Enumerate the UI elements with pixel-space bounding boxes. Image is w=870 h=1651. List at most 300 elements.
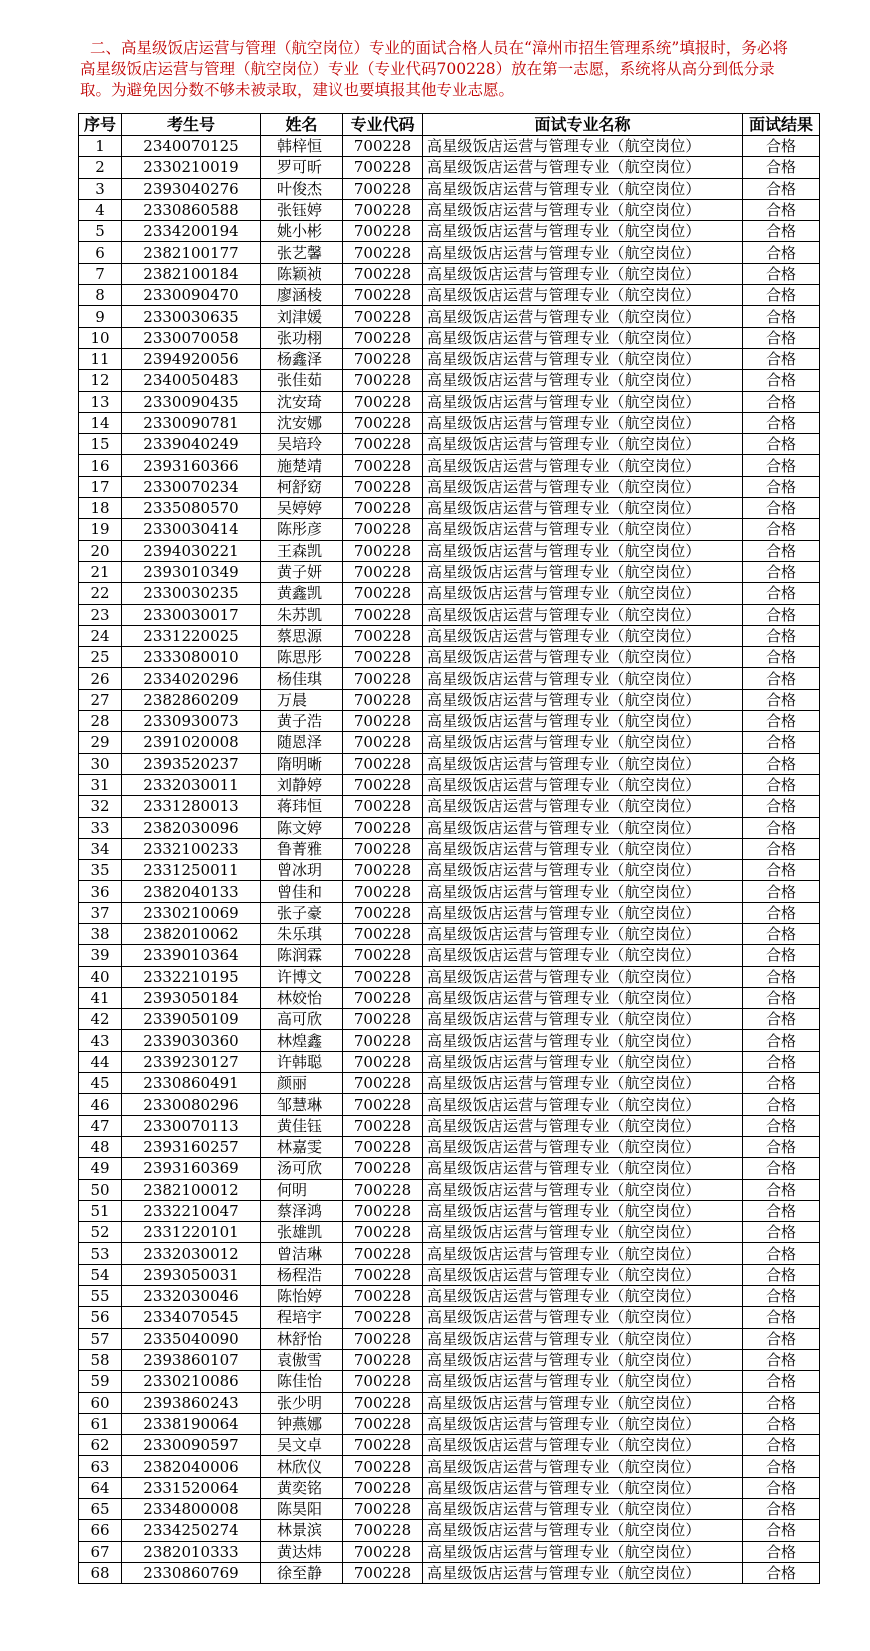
seq-cell: 40 <box>79 966 122 987</box>
seq-cell: 57 <box>79 1328 122 1349</box>
exam-id-cell: 2382860209 <box>122 689 261 710</box>
major-name-cell: 高星级饭店运营与管理专业（航空岗位） <box>423 1520 743 1541</box>
table-row <box>79 711 820 732</box>
result-cell: 合格 <box>743 1030 820 1051</box>
major-name-cell: 高星级饭店运营与管理专业（航空岗位） <box>423 668 743 689</box>
major-name-cell: 高星级饭店运营与管理专业（航空岗位） <box>423 1286 743 1307</box>
seq-cell: 6 <box>79 242 122 263</box>
major-code-cell: 700228 <box>343 1435 423 1456</box>
name-cell: 韩梓恒 <box>261 136 343 157</box>
major-name-cell: 高星级饭店运营与管理专业（航空岗位） <box>423 1200 743 1221</box>
name-cell: 颜丽 <box>261 1073 343 1094</box>
major-code-cell: 700228 <box>343 1307 423 1328</box>
major-code-cell: 700228 <box>343 1073 423 1094</box>
name-cell: 曾佳和 <box>261 881 343 902</box>
exam-id-cell: 2334800008 <box>122 1499 261 1520</box>
seq-cell: 30 <box>79 753 122 774</box>
name-cell: 张少明 <box>261 1392 343 1413</box>
header-row <box>79 114 820 136</box>
name-cell: 黄子妍 <box>261 561 343 582</box>
table-row <box>79 476 820 497</box>
major-code-cell: 700228 <box>343 583 423 604</box>
result-cell: 合格 <box>743 881 820 902</box>
exam-id-cell: 2382030096 <box>122 817 261 838</box>
major-code-cell: 700228 <box>343 1371 423 1392</box>
exam-id-cell: 2339010364 <box>122 945 261 966</box>
table-row <box>79 136 820 157</box>
exam-id-cell: 2330090781 <box>122 412 261 433</box>
exam-id-cell: 2332030012 <box>122 1243 261 1264</box>
name-cell: 黄子浩 <box>261 711 343 732</box>
seq-cell: 9 <box>79 306 122 327</box>
major-name-cell: 高星级饭店运营与管理专业（航空岗位） <box>423 221 743 242</box>
name-cell: 林景滨 <box>261 1520 343 1541</box>
table-row <box>79 242 820 263</box>
major-name-cell: 高星级饭店运营与管理专业（航空岗位） <box>423 561 743 582</box>
table-row <box>79 796 820 817</box>
name-cell: 鲁菁雅 <box>261 838 343 859</box>
seq-cell: 16 <box>79 455 122 476</box>
result-cell: 合格 <box>743 1328 820 1349</box>
result-cell: 合格 <box>743 199 820 220</box>
result-cell: 合格 <box>743 498 820 519</box>
table-row <box>79 540 820 561</box>
name-cell: 袁傲雪 <box>261 1349 343 1370</box>
major-name-cell: 高星级饭店运营与管理专业（航空岗位） <box>423 774 743 795</box>
major-name-cell: 高星级饭店运营与管理专业（航空岗位） <box>423 860 743 881</box>
result-cell: 合格 <box>743 1349 820 1370</box>
table-row <box>79 902 820 923</box>
name-cell: 随恩泽 <box>261 732 343 753</box>
major-code-cell: 700228 <box>343 1179 423 1200</box>
table-row <box>79 370 820 391</box>
exam-id-cell: 2331250011 <box>122 860 261 881</box>
exam-id-cell: 2330090597 <box>122 1435 261 1456</box>
exam-id-cell: 2330210086 <box>122 1371 261 1392</box>
name-cell: 蒋玮恒 <box>261 796 343 817</box>
seq-cell: 68 <box>79 1562 122 1583</box>
name-cell: 张佳茹 <box>261 370 343 391</box>
seq-cell: 15 <box>79 434 122 455</box>
seq-cell: 59 <box>79 1371 122 1392</box>
major-name-cell: 高星级饭店运营与管理专业（航空岗位） <box>423 796 743 817</box>
major-code-cell: 700228 <box>343 796 423 817</box>
seq-cell: 49 <box>79 1158 122 1179</box>
table-row <box>79 412 820 433</box>
major-code-cell: 700228 <box>343 1051 423 1072</box>
name-cell: 林欣仪 <box>261 1456 343 1477</box>
seq-cell: 46 <box>79 1094 122 1115</box>
exam-id-cell: 2339040249 <box>122 434 261 455</box>
major-name-cell: 高星级饭店运营与管理专业（航空岗位） <box>423 199 743 220</box>
result-cell: 合格 <box>743 860 820 881</box>
name-cell: 陈昊阳 <box>261 1499 343 1520</box>
table-row <box>79 923 820 944</box>
table-row <box>79 1073 820 1094</box>
exam-id-cell: 2330080296 <box>122 1094 261 1115</box>
table-row <box>79 1200 820 1221</box>
table-row <box>79 1243 820 1264</box>
major-code-cell: 700228 <box>343 498 423 519</box>
major-code-cell: 700228 <box>343 306 423 327</box>
major-name-cell: 高星级饭店运营与管理专业（航空岗位） <box>423 987 743 1008</box>
exam-id-cell: 2334200194 <box>122 221 261 242</box>
major-code-cell: 700228 <box>343 348 423 369</box>
exam-id-cell: 2332210195 <box>122 966 261 987</box>
name-cell: 姚小彬 <box>261 221 343 242</box>
result-cell: 合格 <box>743 1477 820 1498</box>
name-cell: 何明 <box>261 1179 343 1200</box>
exam-id-cell: 2330860588 <box>122 199 261 220</box>
exam-id-cell: 2332030011 <box>122 774 261 795</box>
exam-id-cell: 2332100233 <box>122 838 261 859</box>
seq-cell: 22 <box>79 583 122 604</box>
major-name-cell: 高星级饭店运营与管理专业（航空岗位） <box>423 1264 743 1285</box>
result-cell: 合格 <box>743 1371 820 1392</box>
exam-id-cell: 2382010333 <box>122 1541 261 1562</box>
seq-cell: 37 <box>79 902 122 923</box>
table-row <box>79 753 820 774</box>
major-code-cell: 700228 <box>343 902 423 923</box>
major-name-cell: 高星级饭店运营与管理专业（航空岗位） <box>423 1456 743 1477</box>
exam-id-cell: 2330090435 <box>122 391 261 412</box>
major-code-cell: 700228 <box>343 1286 423 1307</box>
major-code-cell: 700228 <box>343 1562 423 1583</box>
major-name-cell: 高星级饭店运营与管理专业（航空岗位） <box>423 1158 743 1179</box>
exam-id-cell: 2330860491 <box>122 1073 261 1094</box>
major-code-cell: 700228 <box>343 1243 423 1264</box>
result-cell: 合格 <box>743 604 820 625</box>
table-row <box>79 1030 820 1051</box>
major-name-cell: 高星级饭店运营与管理专业（航空岗位） <box>423 1541 743 1562</box>
name-cell: 吴培玲 <box>261 434 343 455</box>
major-code-cell: 700228 <box>343 157 423 178</box>
major-name-cell: 高星级饭店运营与管理专业（航空岗位） <box>423 327 743 348</box>
name-cell: 廖涵棱 <box>261 285 343 306</box>
major-code-cell: 700228 <box>343 668 423 689</box>
table-row <box>79 817 820 838</box>
name-cell: 杨鑫泽 <box>261 348 343 369</box>
result-cell: 合格 <box>743 263 820 284</box>
name-cell: 朱乐琪 <box>261 923 343 944</box>
major-name-cell: 高星级饭店运营与管理专业（航空岗位） <box>423 945 743 966</box>
major-name-cell: 高星级饭店运营与管理专业（航空岗位） <box>423 1115 743 1136</box>
name-cell: 王森凯 <box>261 540 343 561</box>
major-code-cell: 700228 <box>343 1200 423 1221</box>
result-cell: 合格 <box>743 1158 820 1179</box>
seq-cell: 38 <box>79 923 122 944</box>
major-code-cell: 700228 <box>343 689 423 710</box>
result-cell: 合格 <box>743 178 820 199</box>
table-row <box>79 689 820 710</box>
major-code-cell: 700228 <box>343 1009 423 1030</box>
major-name-cell: 高星级饭店运营与管理专业（航空岗位） <box>423 625 743 646</box>
name-cell: 钟燕娜 <box>261 1413 343 1434</box>
exam-id-cell: 2382040133 <box>122 881 261 902</box>
seq-cell: 52 <box>79 1222 122 1243</box>
header-name: 姓名 <box>261 114 343 136</box>
exam-id-cell: 2334070545 <box>122 1307 261 1328</box>
result-cell: 合格 <box>743 327 820 348</box>
major-code-cell: 700228 <box>343 412 423 433</box>
name-cell: 杨程浩 <box>261 1264 343 1285</box>
major-name-cell: 高星级饭店运营与管理专业（航空岗位） <box>423 1136 743 1157</box>
seq-cell: 28 <box>79 711 122 732</box>
table-row <box>79 1136 820 1157</box>
seq-cell: 42 <box>79 1009 122 1030</box>
major-code-cell: 700228 <box>343 540 423 561</box>
seq-cell: 64 <box>79 1477 122 1498</box>
table-row <box>79 455 820 476</box>
major-name-cell: 高星级饭店运营与管理专业（航空岗位） <box>423 1477 743 1498</box>
table-row <box>79 1499 820 1520</box>
major-name-cell: 高星级饭店运营与管理专业（航空岗位） <box>423 1009 743 1030</box>
table-row <box>79 1115 820 1136</box>
exam-id-cell: 2393050184 <box>122 987 261 1008</box>
seq-cell: 65 <box>79 1499 122 1520</box>
name-cell: 林嘉雯 <box>261 1136 343 1157</box>
result-cell: 合格 <box>743 817 820 838</box>
major-name-cell: 高星级饭店运营与管理专业（航空岗位） <box>423 1222 743 1243</box>
table-row <box>79 348 820 369</box>
result-cell: 合格 <box>743 1392 820 1413</box>
name-cell: 陈润霖 <box>261 945 343 966</box>
major-name-cell: 高星级饭店运营与管理专业（航空岗位） <box>423 1562 743 1583</box>
header-exam-id: 考生号 <box>122 114 261 136</box>
exam-id-cell: 2338190064 <box>122 1413 261 1434</box>
major-name-cell: 高星级饭店运营与管理专业（航空岗位） <box>423 370 743 391</box>
seq-cell: 48 <box>79 1136 122 1157</box>
result-cell: 合格 <box>743 1200 820 1221</box>
result-cell: 合格 <box>743 711 820 732</box>
major-code-cell: 700228 <box>343 711 423 732</box>
exam-id-cell: 2330030235 <box>122 583 261 604</box>
seq-cell: 47 <box>79 1115 122 1136</box>
major-name-cell: 高星级饭店运营与管理专业（航空岗位） <box>423 1371 743 1392</box>
table-row <box>79 1222 820 1243</box>
table-row <box>79 732 820 753</box>
major-code-cell: 700228 <box>343 370 423 391</box>
seq-cell: 13 <box>79 391 122 412</box>
seq-cell: 50 <box>79 1179 122 1200</box>
result-cell: 合格 <box>743 753 820 774</box>
major-code-cell: 700228 <box>343 519 423 540</box>
table-row <box>79 1051 820 1072</box>
major-code-cell: 700228 <box>343 987 423 1008</box>
major-name-cell: 高星级饭店运营与管理专业（航空岗位） <box>423 966 743 987</box>
table-row <box>79 434 820 455</box>
result-cell: 合格 <box>743 1222 820 1243</box>
seq-cell: 7 <box>79 263 122 284</box>
name-cell: 曾洁琳 <box>261 1243 343 1264</box>
result-cell: 合格 <box>743 242 820 263</box>
name-cell: 陈颖祯 <box>261 263 343 284</box>
result-cell: 合格 <box>743 838 820 859</box>
result-cell: 合格 <box>743 668 820 689</box>
seq-cell: 56 <box>79 1307 122 1328</box>
table-row <box>79 263 820 284</box>
result-cell: 合格 <box>743 1243 820 1264</box>
exam-id-cell: 2394030221 <box>122 540 261 561</box>
result-cell: 合格 <box>743 583 820 604</box>
table-row <box>79 625 820 646</box>
exam-id-cell: 2331520064 <box>122 1477 261 1498</box>
major-name-cell: 高星级饭店运营与管理专业（航空岗位） <box>423 923 743 944</box>
result-cell: 合格 <box>743 1541 820 1562</box>
name-cell: 陈彤彦 <box>261 519 343 540</box>
result-cell: 合格 <box>743 306 820 327</box>
name-cell: 施楚靖 <box>261 455 343 476</box>
major-code-cell: 700228 <box>343 604 423 625</box>
name-cell: 黄奕铭 <box>261 1477 343 1498</box>
seq-cell: 31 <box>79 774 122 795</box>
major-name-cell: 高星级饭店运营与管理专业（航空岗位） <box>423 1243 743 1264</box>
seq-cell: 23 <box>79 604 122 625</box>
exam-id-cell: 2382100184 <box>122 263 261 284</box>
major-code-cell: 700228 <box>343 476 423 497</box>
major-name-cell: 高星级饭店运营与管理专业（航空岗位） <box>423 540 743 561</box>
name-cell: 黄达炜 <box>261 1541 343 1562</box>
result-cell: 合格 <box>743 902 820 923</box>
name-cell: 邹慧琳 <box>261 1094 343 1115</box>
exam-id-cell: 2331220025 <box>122 625 261 646</box>
major-code-cell: 700228 <box>343 966 423 987</box>
major-name-cell: 高星级饭店运营与管理专业（航空岗位） <box>423 583 743 604</box>
name-cell: 吴婷婷 <box>261 498 343 519</box>
result-cell: 合格 <box>743 285 820 306</box>
exam-id-cell: 2393860243 <box>122 1392 261 1413</box>
major-name-cell: 高星级饭店运营与管理专业（航空岗位） <box>423 519 743 540</box>
seq-cell: 53 <box>79 1243 122 1264</box>
table-row <box>79 1158 820 1179</box>
major-code-cell: 700228 <box>343 221 423 242</box>
name-cell: 蔡思源 <box>261 625 343 646</box>
major-code-cell: 700228 <box>343 327 423 348</box>
result-cell: 合格 <box>743 540 820 561</box>
major-code-cell: 700228 <box>343 178 423 199</box>
result-cell: 合格 <box>743 1009 820 1030</box>
results-table <box>78 113 820 1584</box>
seq-cell: 63 <box>79 1456 122 1477</box>
table-row <box>79 1328 820 1349</box>
exam-id-cell: 2330930073 <box>122 711 261 732</box>
table-row <box>79 966 820 987</box>
result-cell: 合格 <box>743 561 820 582</box>
table-row <box>79 285 820 306</box>
name-cell: 陈怡婷 <box>261 1286 343 1307</box>
seq-cell: 19 <box>79 519 122 540</box>
seq-cell: 58 <box>79 1349 122 1370</box>
major-name-cell: 高星级饭店运营与管理专业（航空岗位） <box>423 348 743 369</box>
exam-id-cell: 2339030360 <box>122 1030 261 1051</box>
major-code-cell: 700228 <box>343 263 423 284</box>
result-cell: 合格 <box>743 348 820 369</box>
result-cell: 合格 <box>743 434 820 455</box>
major-code-cell: 700228 <box>343 391 423 412</box>
name-cell: 黄佳钰 <box>261 1115 343 1136</box>
table-row <box>79 1520 820 1541</box>
seq-cell: 62 <box>79 1435 122 1456</box>
seq-cell: 4 <box>79 199 122 220</box>
result-cell: 合格 <box>743 774 820 795</box>
major-name-cell: 高星级饭店运营与管理专业（航空岗位） <box>423 136 743 157</box>
major-name-cell: 高星级饭店运营与管理专业（航空岗位） <box>423 455 743 476</box>
exam-id-cell: 2335080570 <box>122 498 261 519</box>
table-row <box>79 583 820 604</box>
exam-id-cell: 2340050483 <box>122 370 261 391</box>
table-row <box>79 1562 820 1583</box>
exam-id-cell: 2332210047 <box>122 1200 261 1221</box>
result-cell: 合格 <box>743 1413 820 1434</box>
major-name-cell: 高星级饭店运营与管理专业（航空岗位） <box>423 1413 743 1434</box>
name-cell: 沈安琦 <box>261 391 343 412</box>
major-code-cell: 700228 <box>343 1456 423 1477</box>
major-name-cell: 高星级饭店运营与管理专业（航空岗位） <box>423 817 743 838</box>
result-cell: 合格 <box>743 732 820 753</box>
table-row <box>79 945 820 966</box>
major-code-cell: 700228 <box>343 1136 423 1157</box>
table-row <box>79 647 820 668</box>
result-cell: 合格 <box>743 519 820 540</box>
name-cell: 张雄凯 <box>261 1222 343 1243</box>
major-name-cell: 高星级饭店运营与管理专业（航空岗位） <box>423 157 743 178</box>
major-name-cell: 高星级饭店运营与管理专业（航空岗位） <box>423 1392 743 1413</box>
major-name-cell: 高星级饭店运营与管理专业（航空岗位） <box>423 476 743 497</box>
name-cell: 柯舒窈 <box>261 476 343 497</box>
major-name-cell: 高星级饭店运营与管理专业（航空岗位） <box>423 1499 743 1520</box>
result-cell: 合格 <box>743 1435 820 1456</box>
major-name-cell: 高星级饭店运营与管理专业（航空岗位） <box>423 711 743 732</box>
result-cell: 合格 <box>743 476 820 497</box>
name-cell: 林姣怡 <box>261 987 343 1008</box>
exam-id-cell: 2334250274 <box>122 1520 261 1541</box>
exam-id-cell: 2330030635 <box>122 306 261 327</box>
seq-cell: 21 <box>79 561 122 582</box>
header-major-name: 面试专业名称 <box>423 114 743 136</box>
seq-cell: 44 <box>79 1051 122 1072</box>
name-cell: 林煌鑫 <box>261 1030 343 1051</box>
exam-id-cell: 2332030046 <box>122 1286 261 1307</box>
table-row <box>79 604 820 625</box>
major-code-cell: 700228 <box>343 753 423 774</box>
result-cell: 合格 <box>743 987 820 1008</box>
table-row <box>79 391 820 412</box>
major-code-cell: 700228 <box>343 625 423 646</box>
table-row <box>79 1307 820 1328</box>
major-code-cell: 700228 <box>343 1520 423 1541</box>
name-cell: 汤可欣 <box>261 1158 343 1179</box>
seq-cell: 43 <box>79 1030 122 1051</box>
seq-cell: 17 <box>79 476 122 497</box>
major-name-cell: 高星级饭店运营与管理专业（航空岗位） <box>423 902 743 923</box>
table-row <box>79 327 820 348</box>
name-cell: 朱苏凯 <box>261 604 343 625</box>
name-cell: 张功栩 <box>261 327 343 348</box>
table-body <box>79 136 820 1584</box>
seq-cell: 20 <box>79 540 122 561</box>
exam-id-cell: 2330860769 <box>122 1562 261 1583</box>
name-cell: 万晨 <box>261 689 343 710</box>
major-name-cell: 高星级饭店运营与管理专业（航空岗位） <box>423 1328 743 1349</box>
name-cell: 徐至静 <box>261 1562 343 1583</box>
name-cell: 林舒怡 <box>261 1328 343 1349</box>
seq-cell: 51 <box>79 1200 122 1221</box>
seq-cell: 61 <box>79 1413 122 1434</box>
name-cell: 沈安娜 <box>261 412 343 433</box>
name-cell: 杨佳琪 <box>261 668 343 689</box>
major-code-cell: 700228 <box>343 923 423 944</box>
seq-cell: 39 <box>79 945 122 966</box>
